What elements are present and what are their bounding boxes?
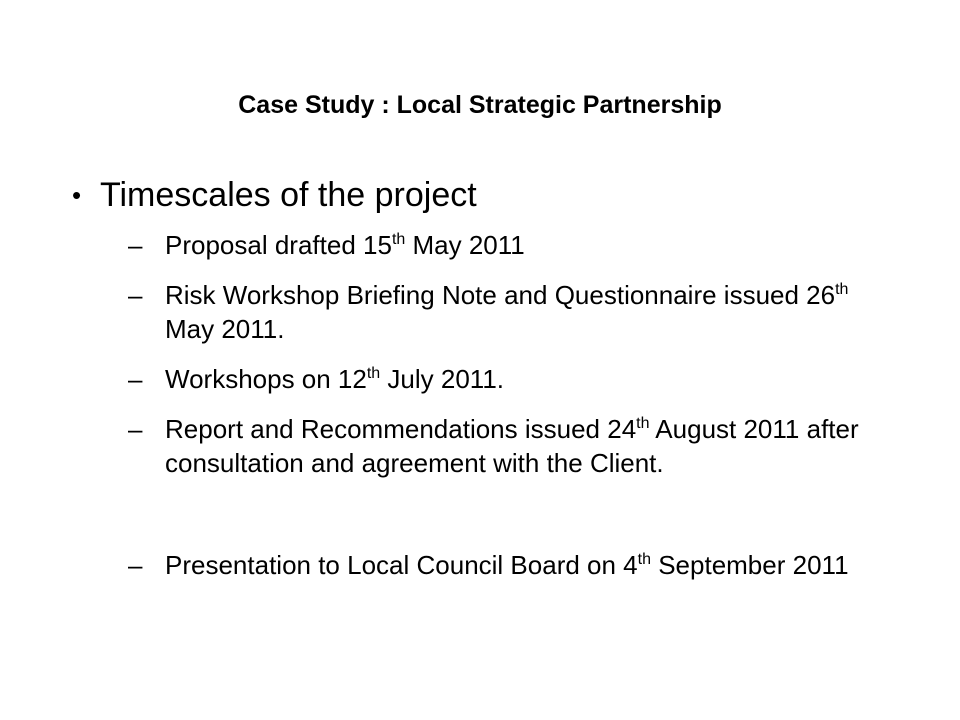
sub-item-text [165, 278, 888, 346]
text-part: Report and Recommendations issued 24 [165, 414, 637, 444]
ordinal-suffix: th [366, 365, 381, 382]
ordinal-suffix: th [636, 415, 650, 432]
sub-item-presentation [128, 548, 888, 582]
bullet-marker: • [72, 180, 82, 210]
dash-marker: – [128, 230, 143, 260]
text-part: Risk Workshop Briefing Note and Questionnaire issued 26 [165, 280, 836, 310]
sub-item-proposal [128, 228, 888, 262]
slide-title: Case Study : Local Strategic Partnership [238, 91, 722, 119]
sub-item-text [165, 228, 888, 262]
ordinal-suffix: th [391, 231, 406, 248]
sub-item-briefing-note [128, 278, 888, 346]
sub-item-text [165, 412, 888, 480]
ordinal-suffix: th [835, 281, 849, 298]
sub-item-workshops [128, 362, 888, 396]
text-part: Workshops on 12 [165, 364, 367, 394]
text-part: July 2011. [380, 364, 505, 394]
ordinal-suffix: th [637, 551, 651, 568]
main-bullet-text: Timescales of the project [100, 176, 477, 214]
text-part: Presentation to Local Council Board on 4 [165, 550, 638, 580]
text-part: May 2011 [405, 230, 525, 260]
dash-marker: – [128, 414, 143, 444]
sub-item-text [165, 548, 888, 582]
sub-item-report [128, 412, 888, 480]
text-part: May 2011. [165, 314, 285, 344]
text-part: September 2011 [650, 550, 849, 580]
dash-marker: – [128, 364, 143, 394]
text-part: Proposal drafted 15 [165, 230, 392, 260]
text-part: August 2011 after consultation and agreement with the Client. [165, 414, 859, 478]
dash-marker: – [128, 550, 143, 580]
sub-item-text [165, 362, 888, 396]
dash-marker: – [128, 280, 143, 310]
